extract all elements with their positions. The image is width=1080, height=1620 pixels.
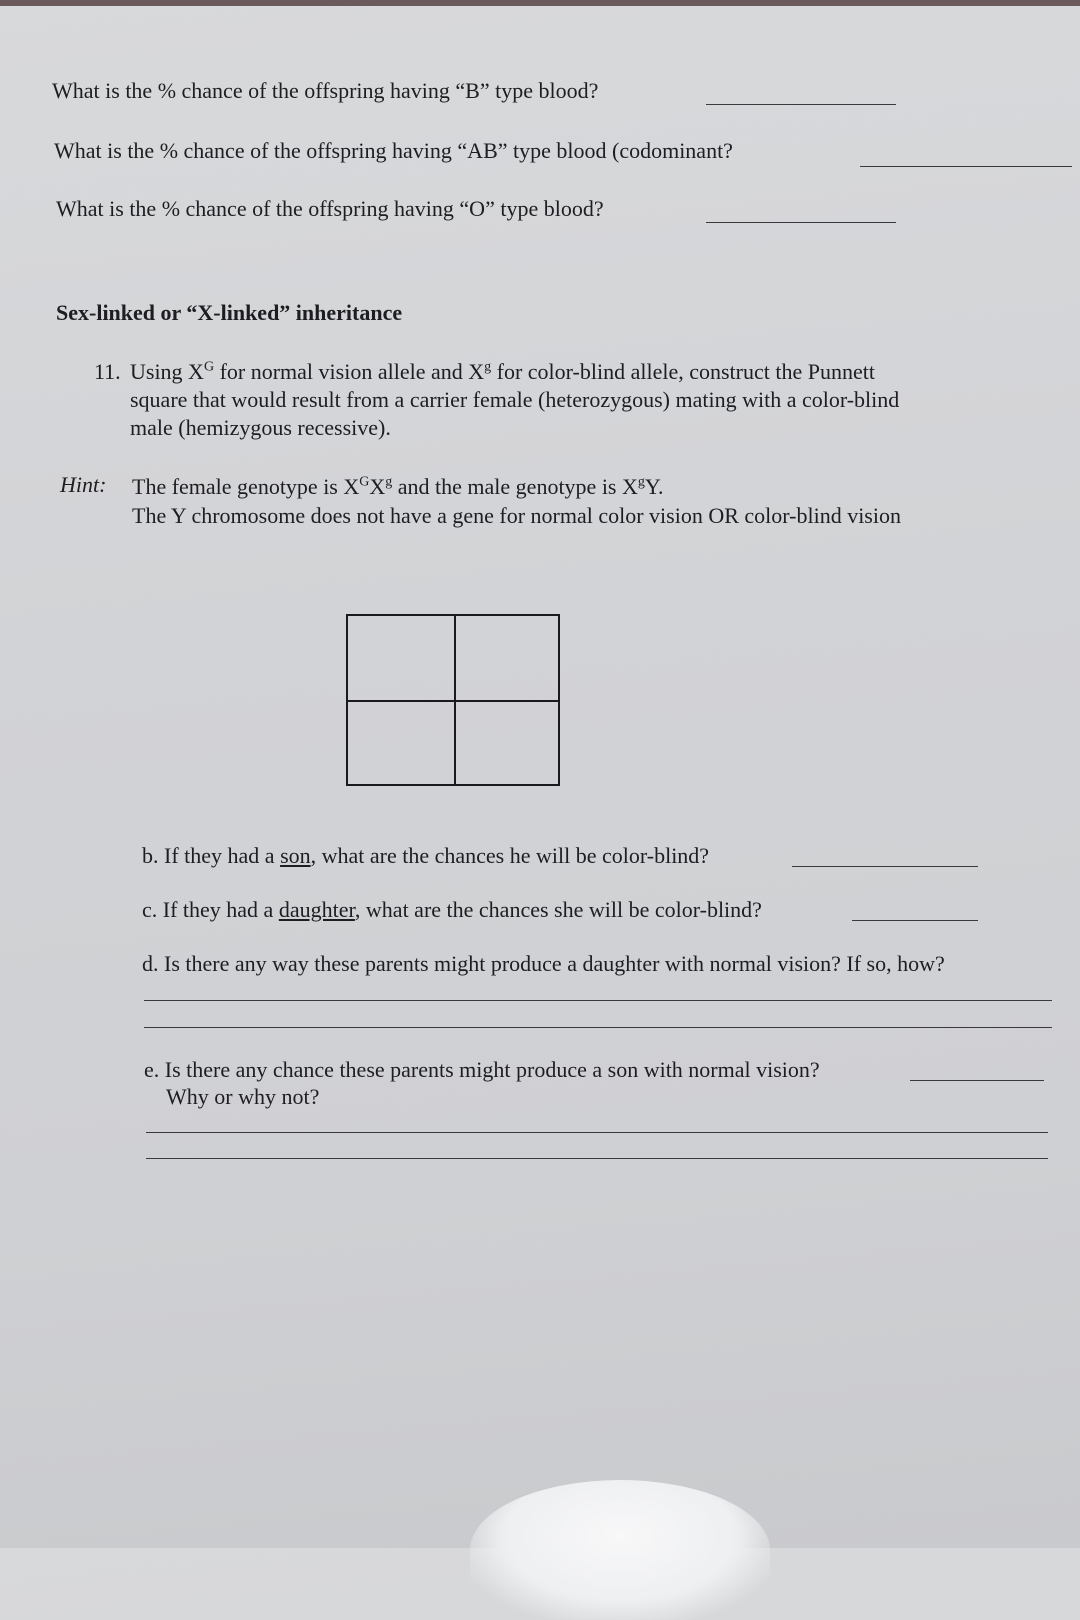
allele-g-superscript: g	[484, 359, 492, 375]
question-11-line-1	[94, 358, 1054, 386]
hint-text	[132, 472, 901, 530]
punnett-square[interactable]	[346, 614, 560, 786]
question-e-line-2: Why or why not?	[166, 1084, 320, 1109]
q11-text-a: Using X	[130, 359, 204, 384]
light-glare	[470, 1480, 770, 1620]
hint-sup-G: G	[359, 474, 370, 490]
hint-sup-g: g	[385, 474, 393, 490]
hint-line-1	[132, 472, 901, 501]
question-d: d. Is there any way these parents might produce a daughter with normal vision? If so, how?	[142, 951, 945, 976]
question-o-blood: What is the % chance of the offspring having “O” type blood?	[56, 196, 604, 221]
answer-line-d-1[interactable]	[144, 1000, 1052, 1001]
hint-x: X	[369, 474, 386, 499]
question-b-blood: What is the % chance of the offspring having “B” type blood?	[52, 78, 599, 103]
hint-text-c: Y.	[644, 474, 664, 499]
hint-text-a: The female genotype is X	[132, 474, 360, 499]
hint-sup-g-male: g	[637, 474, 645, 490]
question-11	[94, 358, 1054, 442]
question-ab-blood: What is the % chance of the offspring having “AB” type blood (codominant?	[54, 138, 733, 163]
question-11-line-3: male (hemizygous recessive).	[130, 415, 391, 440]
answer-blank-c[interactable]	[852, 920, 978, 921]
question-11-number: 11.	[94, 359, 121, 384]
q11-text-c: for color-blind allele, construct the Punnett	[491, 359, 875, 384]
hint-label: Hint:	[60, 472, 107, 497]
hint-line-2: The Y chromosome does not have a gene for normal color vision OR color-blind vision	[132, 503, 901, 528]
section-heading: Sex-linked or “X-linked” inheritance	[56, 300, 403, 325]
answer-line-e-2[interactable]	[146, 1158, 1048, 1159]
q11-text-b: for normal vision allele and X	[214, 359, 485, 384]
question-c-prefix: c. If they had a	[142, 897, 279, 922]
question-11-line-2: square that would result from a carrier female (heterozygous) mating with a color-blind	[130, 387, 900, 412]
question-c-suffix: , what are the chances she will be color-blind?	[354, 897, 762, 922]
allele-G-superscript: G	[203, 359, 215, 375]
answer-blank-o-blood[interactable]	[706, 222, 896, 223]
answer-blank-ab-blood[interactable]	[860, 166, 1072, 167]
punnett-horizontal-divider	[348, 700, 558, 702]
answer-line-d-2[interactable]	[144, 1027, 1052, 1028]
hint-text-b: and the male genotype is X	[392, 474, 638, 499]
answer-blank-b-blood[interactable]	[706, 104, 896, 105]
question-e-line-1: e. Is there any chance these parents might produce a son with normal vision?	[144, 1057, 820, 1082]
answer-line-e-1[interactable]	[146, 1132, 1048, 1133]
question-c-underlined: daughter	[278, 897, 355, 922]
question-c	[142, 897, 762, 923]
question-b-underlined: son	[280, 843, 311, 868]
question-b-prefix: b. If they had a	[142, 843, 281, 868]
answer-blank-e[interactable]	[910, 1080, 1044, 1081]
question-b-suffix: , what are the chances he will be color-blind?	[310, 843, 710, 868]
question-b	[142, 843, 709, 869]
answer-blank-b[interactable]	[792, 866, 978, 867]
page-top-edge	[0, 0, 1080, 6]
